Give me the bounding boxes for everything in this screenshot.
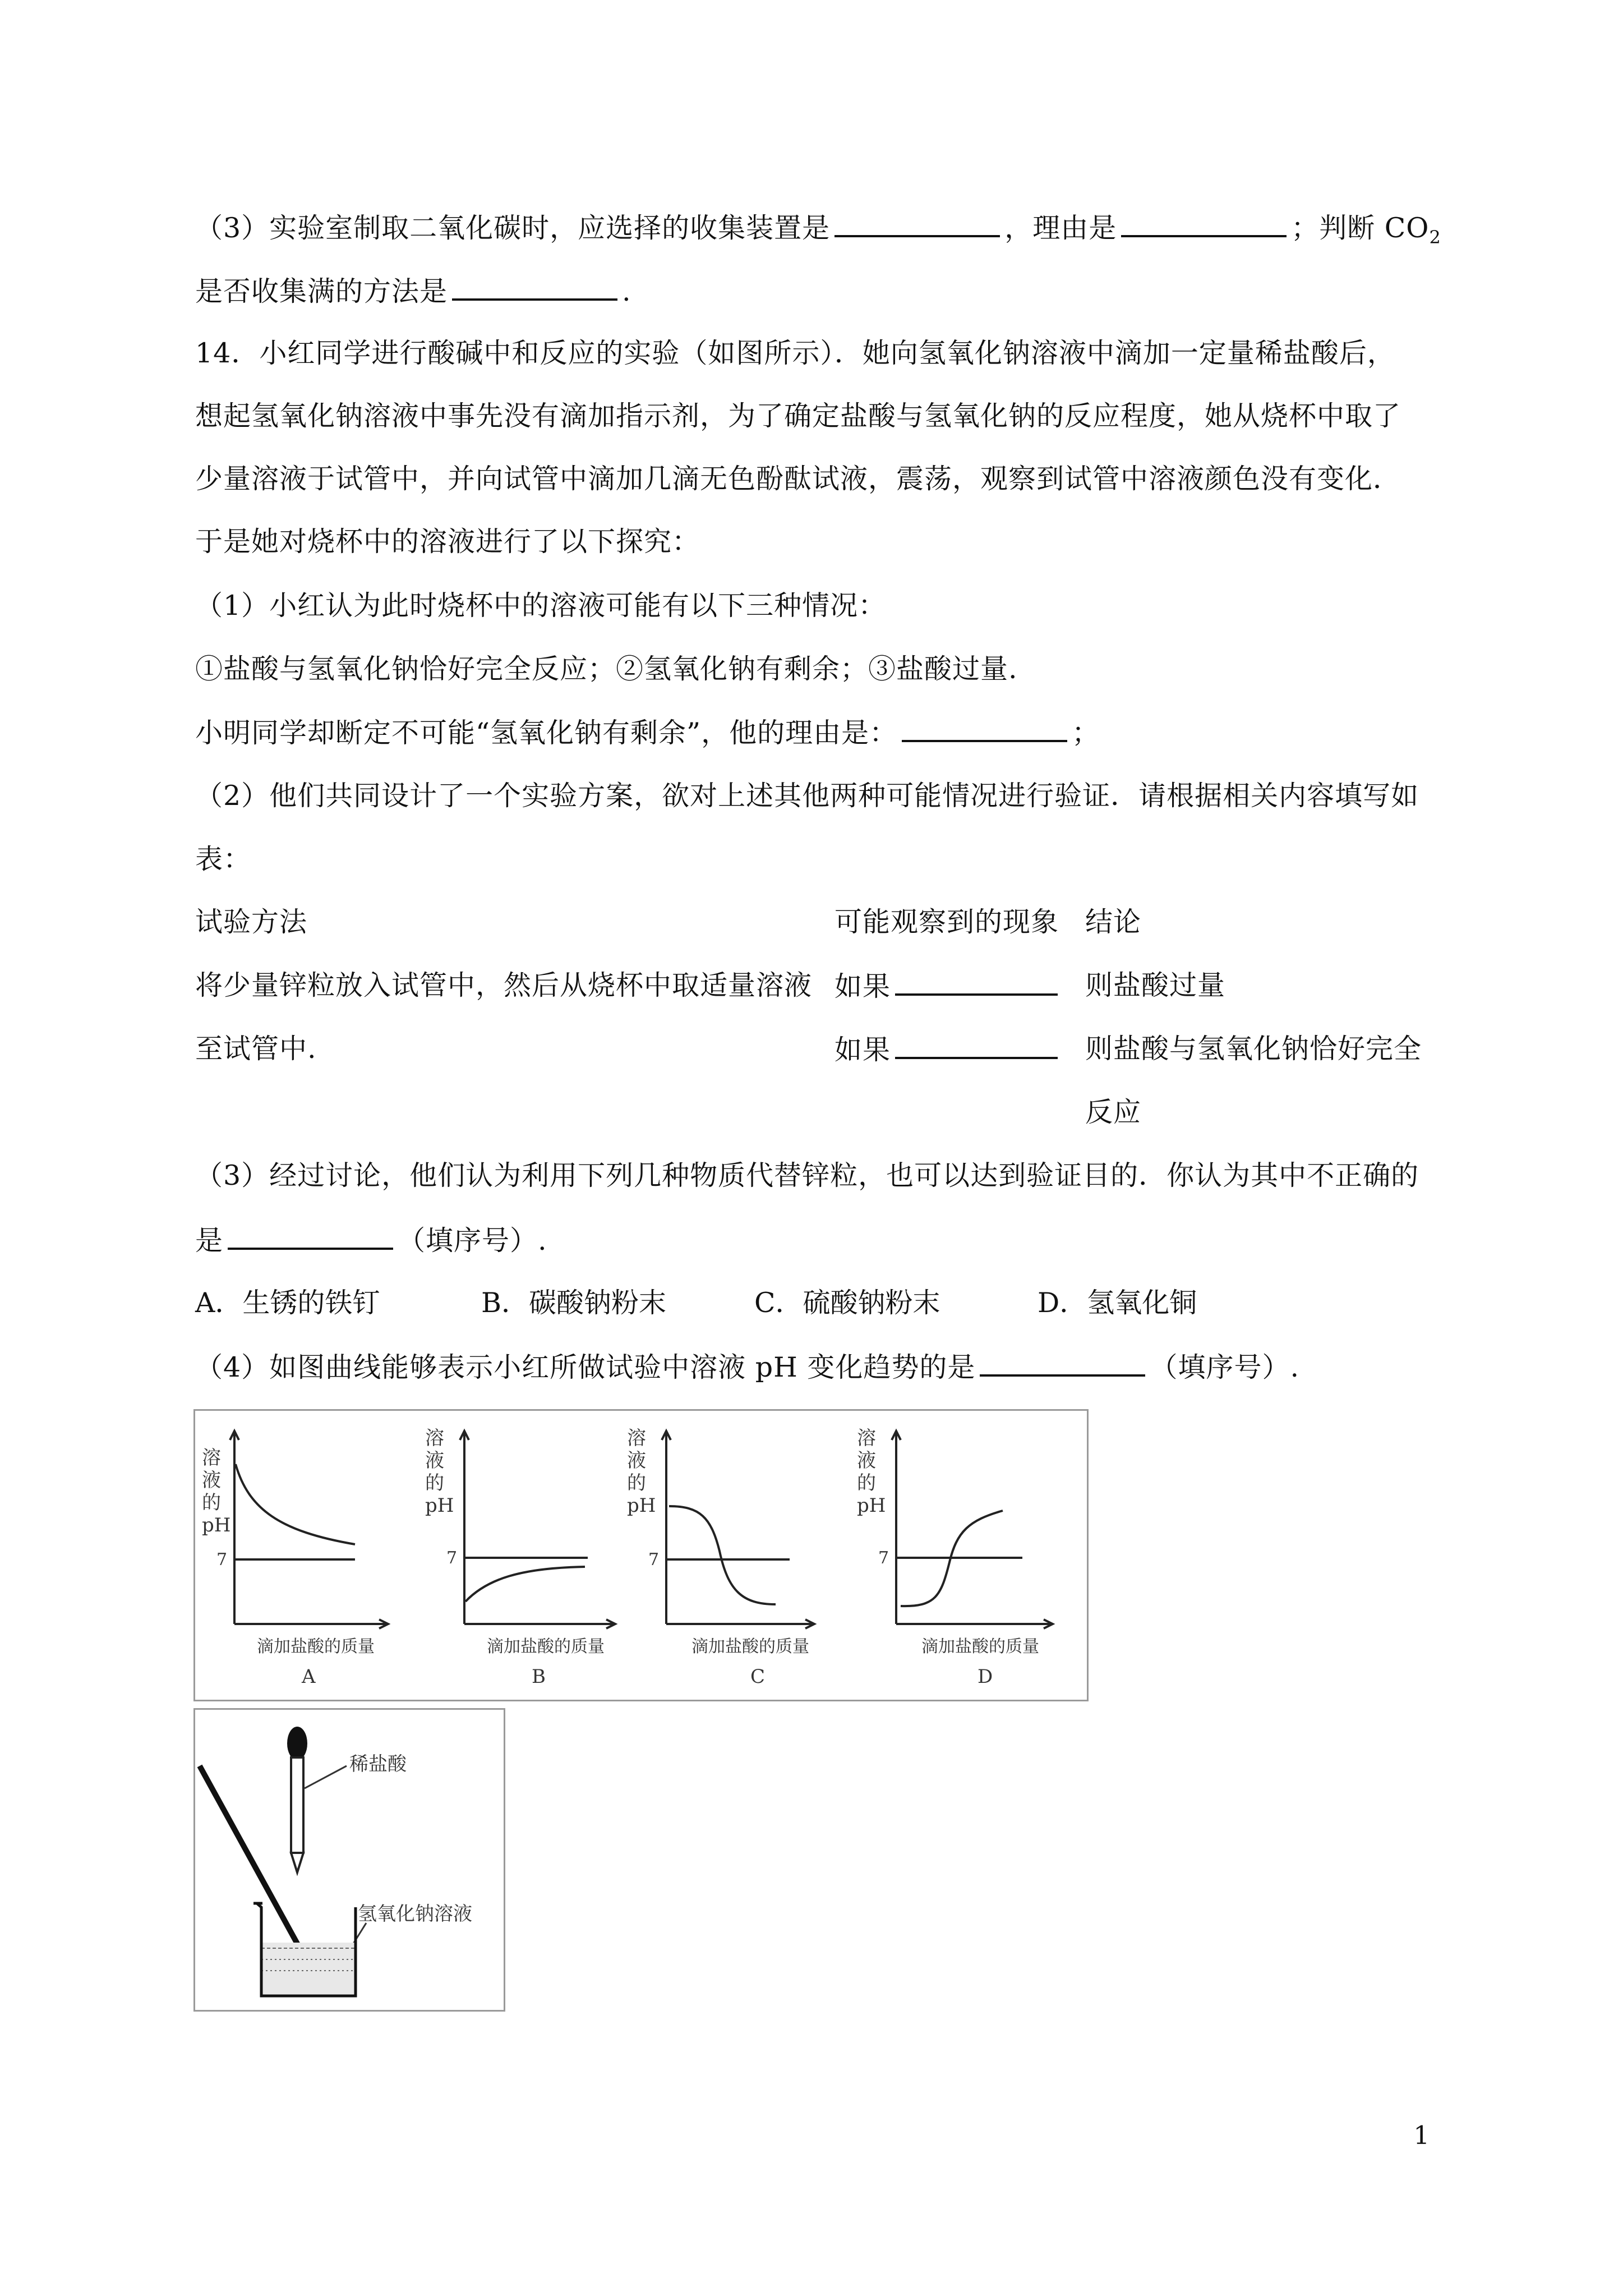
ylabel-b-2: 液 — [425, 1450, 444, 1472]
letter-a: A — [302, 1665, 316, 1688]
ylabel-d-4: pH — [857, 1494, 886, 1517]
letter-c: C — [750, 1665, 766, 1688]
answer-blank[interactable] — [902, 715, 1067, 742]
seven-d: 7 — [878, 1548, 889, 1568]
subscript: 2 — [1429, 226, 1441, 248]
acid-label-line — [305, 1766, 347, 1788]
answer-blank[interactable] — [895, 1032, 1058, 1059]
dropper-tube — [291, 1757, 303, 1853]
answer-blank[interactable] — [834, 210, 1000, 237]
xlabel-b: 滴加盐酸的质量 — [487, 1637, 605, 1657]
ylabel-c-3: 的 — [627, 1472, 646, 1494]
letter-d: D — [978, 1665, 993, 1688]
table-conclusion-2b: 反应 — [1085, 1096, 1142, 1128]
table-header-phenomenon: 可能观察到的现象 — [834, 906, 1059, 938]
ylabel-b-1: 溶 — [425, 1427, 444, 1450]
question-14-line4: 于是她对烧杯中的溶液进行了以下探究： — [195, 526, 700, 558]
ylabel-a-3: 的 — [202, 1492, 221, 1514]
part-3-line1: （3）经过讨论，他们认为利用下列几种物质代替锌粒，也可以达到验证目的．你认为其中不正确的 — [195, 1159, 1419, 1191]
ylabel-d-2: 液 — [857, 1450, 876, 1472]
apparatus-figure — [193, 1708, 505, 2012]
ylabel-c-1: 溶 — [627, 1427, 646, 1450]
answer-blank[interactable] — [452, 274, 617, 301]
question-3-line1 — [195, 210, 1441, 248]
ph-curve — [669, 1506, 776, 1604]
table-method-line2: 至试管中. — [195, 1033, 317, 1065]
letter-b: B — [532, 1665, 546, 1688]
table-phenomenon-2 — [834, 1032, 1062, 1067]
text: 是否收集满的方法是 — [195, 275, 448, 307]
ph-graphs-figure — [193, 1409, 1089, 1701]
question-3-line2 — [195, 274, 631, 309]
text: ； — [1072, 717, 1100, 749]
text: 如果 — [834, 1034, 891, 1066]
solution — [261, 1943, 356, 1996]
ylabel-a-1: 溶 — [202, 1447, 221, 1469]
table-phenomenon-1 — [834, 969, 1062, 1004]
apparatus-svg — [195, 1710, 504, 2010]
text: 如果 — [834, 970, 891, 1002]
text: ；判断 CO — [1291, 212, 1430, 244]
part-1-cases: ①盐酸与氢氧化钠恰好完全反应；②氢氧化钠有剩余；③盐酸过量. — [195, 653, 1018, 685]
graph-a — [230, 1431, 388, 1628]
part-2-line2: 表： — [195, 843, 252, 875]
graph-d — [892, 1431, 1053, 1628]
seven-a: 7 — [216, 1550, 228, 1570]
ylabel-d-3: 的 — [857, 1472, 876, 1494]
page-number: 1 — [1413, 2120, 1430, 2150]
ylabel-a-2: 液 — [202, 1469, 221, 1492]
seven-c: 7 — [648, 1550, 660, 1570]
answer-blank[interactable] — [980, 1350, 1145, 1377]
answer-blank[interactable] — [895, 969, 1058, 996]
table-header-conclusion: 结论 — [1085, 906, 1142, 938]
option-a: A．生锈的铁钉 — [195, 1287, 380, 1319]
text: ，理由是 — [1004, 212, 1117, 244]
graph-c — [662, 1431, 814, 1628]
ph-curve — [236, 1464, 355, 1544]
seven-b: 7 — [446, 1548, 458, 1568]
question-14-line3: 少量溶液于试管中，并向试管中滴加几滴无色酚酞试液，震荡，观察到试管中溶液颜色没有变化． — [195, 463, 1401, 495]
question-14-line1: 14．小红同学进行酸碱中和反应的实验（如图所示）．她向氢氧化钠溶液中滴加一定量稀盐酸后， — [195, 337, 1395, 369]
part-2-line1: （2）他们共同设计了一个实验方案，欲对上述其他两种可能情况进行验证．请根据相关内容填写如 — [195, 780, 1419, 812]
ylabel-b-4: pH — [425, 1494, 454, 1517]
table-conclusion-1: 则盐酸过量 — [1085, 969, 1226, 1001]
ylabel-a-4: pH — [202, 1514, 231, 1536]
text: （填序号）. — [1150, 1351, 1300, 1383]
option-c: C．硫酸钠粉末 — [754, 1287, 940, 1319]
xlabel-a: 滴加盐酸的质量 — [257, 1637, 375, 1657]
part-1-xiaoming — [195, 715, 1100, 750]
label-acid: 稀盐酸 — [349, 1753, 407, 1775]
text: （4）如图曲线能够表示小红所做试验中溶液 pH 变化趋势的是 — [195, 1351, 976, 1383]
table-method-line1: 将少量锌粒放入试管中，然后从烧杯中取适量溶液 — [195, 969, 813, 1001]
text: （3）实验室制取二氧化碳时，应选择的收集装置是 — [195, 212, 831, 244]
part-4-line — [195, 1350, 1299, 1384]
ylabel-c-2: 液 — [627, 1450, 646, 1472]
ph-graphs-svg — [195, 1411, 1087, 1700]
ylabel-b-3: 的 — [425, 1472, 444, 1494]
label-base: 氢氧化钠溶液 — [358, 1903, 472, 1925]
option-d: D．氢氧化铜 — [1038, 1287, 1197, 1319]
text: . — [622, 275, 631, 307]
dropper-tip — [291, 1853, 303, 1872]
part-1-intro: （1）小红认为此时烧杯中的溶液可能有以下三种情况： — [195, 590, 887, 622]
question-14-line2: 想起氢氧化钠溶液中事先没有滴加指示剂，为了确定盐酸与氢氧化钠的反应程度，她从烧杯中取了 — [195, 400, 1401, 432]
part-3-line2 — [195, 1223, 547, 1258]
graph-b — [460, 1431, 615, 1628]
ph-curve — [465, 1567, 585, 1602]
ylabel-d-1: 溶 — [857, 1427, 876, 1450]
text: 是 — [195, 1225, 224, 1257]
beaker — [253, 1903, 356, 1996]
option-b: B．碳酸钠粉末 — [481, 1287, 667, 1319]
ylabel-c-4: pH — [627, 1494, 656, 1517]
xlabel-d: 滴加盐酸的质量 — [921, 1637, 1039, 1657]
dropper — [287, 1727, 307, 1872]
dropper-bulb — [287, 1727, 307, 1760]
table-conclusion-2a: 则盐酸与氢氧化钠恰好完全 — [1085, 1033, 1422, 1065]
table-header-method: 试验方法 — [195, 906, 308, 938]
text: 小明同学却断定不可能“氢氧化钠有剩余”，他的理由是： — [195, 717, 898, 749]
answer-blank[interactable] — [228, 1223, 393, 1250]
text: （填序号）. — [398, 1225, 547, 1257]
xlabel-c: 滴加盐酸的质量 — [691, 1637, 809, 1657]
answer-blank[interactable] — [1121, 210, 1287, 237]
